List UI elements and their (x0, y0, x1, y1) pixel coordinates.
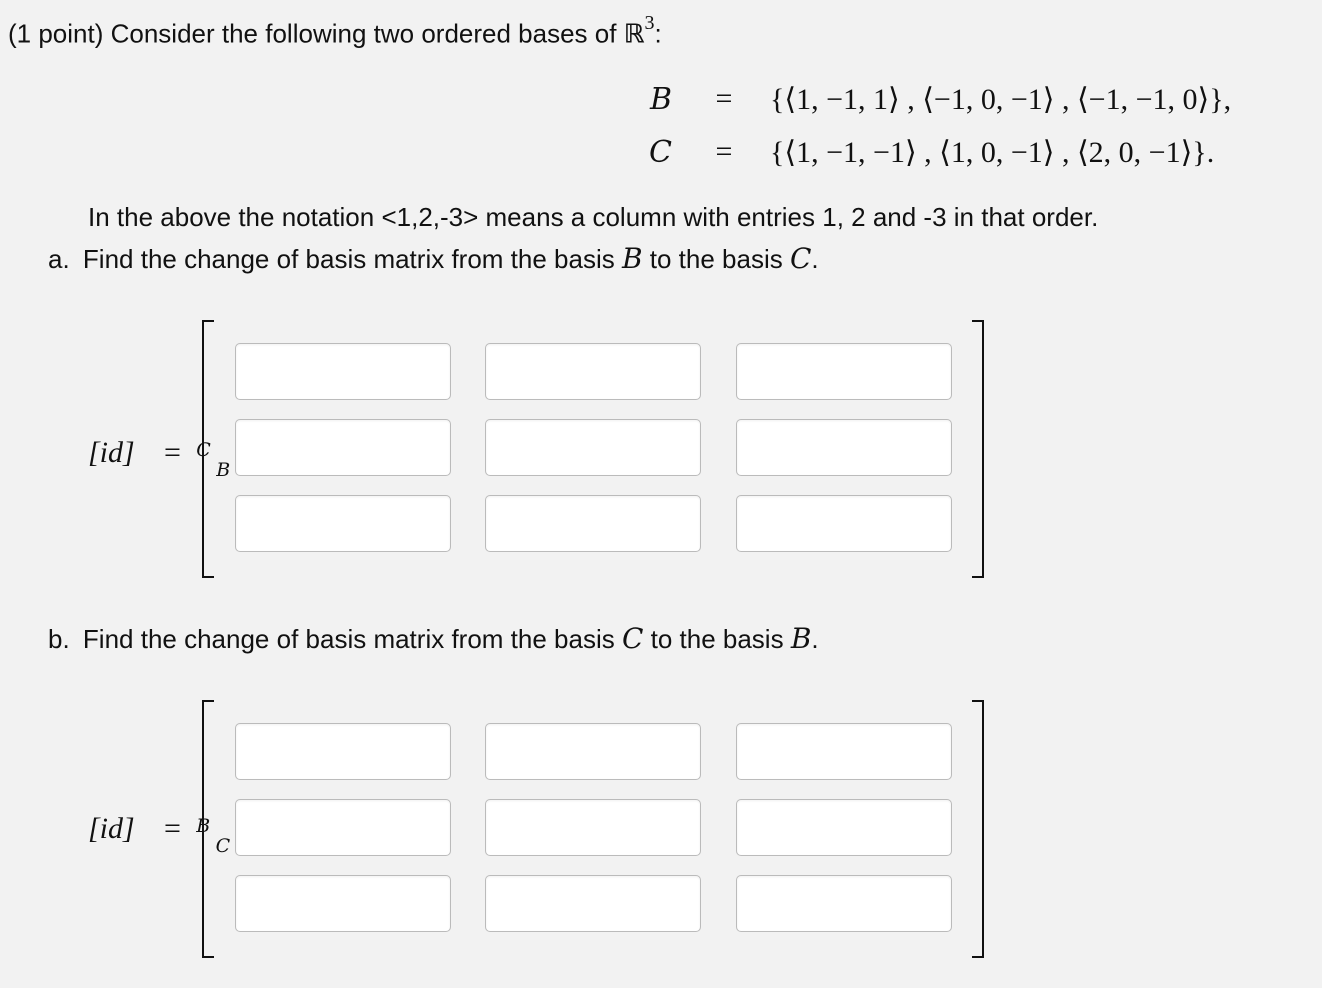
matrix-a-cell-2-2[interactable] (485, 419, 701, 476)
part-b-marker: b. (48, 624, 70, 654)
matrix-a-cell-2-3[interactable] (736, 419, 952, 476)
matrix-b-cell-3-3[interactable] (736, 875, 952, 932)
part-b-to-basis: B (790, 622, 812, 655)
matrix-a-cell-3-3[interactable] (736, 495, 952, 552)
matrix-b-cell-1-3[interactable] (736, 723, 952, 780)
matrix-a-label-main: [id] (88, 436, 135, 469)
basis-c-equals: = (715, 135, 733, 168)
matrix-b-cell-2-2[interactable] (485, 799, 701, 856)
basis-b-equals: = (715, 82, 733, 115)
matrix-a-cell-1-1[interactable] (235, 343, 451, 400)
matrix-a-label-sup: C (196, 439, 211, 461)
part-a-from-basis: B (621, 242, 643, 275)
header-text: (1 point) Consider the following two ordered bases of (8, 18, 624, 49)
matrix-a-cell-2-1[interactable] (235, 419, 451, 476)
matrix-b-label-main: [id] (88, 812, 135, 845)
part-b-prompt (48, 622, 819, 655)
matrix-b-cell-1-1[interactable] (235, 723, 451, 780)
dimension-exponent: 3 (644, 12, 655, 34)
real-numbers-symbol: ℝ (623, 19, 645, 50)
part-a-to-basis: C (789, 242, 812, 275)
basis-b-name: B (649, 82, 672, 117)
part-b-text: Find the change of basis matrix from the basis (82, 624, 622, 654)
matrix-a-label-sub: B (216, 459, 231, 481)
matrix-a-label-equals: = (164, 436, 181, 469)
part-a-text-middle: to the basis (642, 244, 790, 274)
matrix-a-label (88, 436, 231, 481)
matrix-a-cell-1-2[interactable] (485, 343, 701, 400)
matrix-b-right-bracket (972, 700, 984, 958)
matrix-b-label-sub: C (215, 835, 231, 857)
matrix-b-cell-2-3[interactable] (736, 799, 952, 856)
matrix-b-cell-1-2[interactable] (485, 723, 701, 780)
matrix-a-cell-3-1[interactable] (235, 495, 451, 552)
part-a-prompt (48, 242, 819, 275)
matrix-b-cell-3-2[interactable] (485, 875, 701, 932)
matrix-b-cell-2-1[interactable] (235, 799, 451, 856)
part-b-text-middle: to the basis (643, 624, 791, 654)
matrix-b-label-equals: = (164, 812, 181, 845)
basis-b-vectors: {⟨1, −1, 1⟩ , ⟨−1, 0, −1⟩ , ⟨−1, −1, 0⟩}, (770, 83, 1232, 116)
matrix-b-cell-3-1[interactable] (235, 875, 451, 932)
notation-note: In the above the notation <1,2,-3> means a column with entries 1, 2 and -3 in that order. (88, 202, 1099, 232)
matrix-a-left-bracket (202, 320, 214, 578)
basis-c-name: C (649, 135, 672, 170)
matrix-a-cell-3-2[interactable] (485, 495, 701, 552)
matrix-a-right-bracket (972, 320, 984, 578)
basis-c-vectors: {⟨1, −1, −1⟩ , ⟨1, 0, −1⟩ , ⟨2, 0, −1⟩}. (770, 136, 1215, 169)
problem-header (8, 12, 662, 50)
header-colon: : (654, 18, 662, 49)
part-a-text: Find the change of basis matrix from the basis (82, 244, 622, 274)
part-b-from-basis: C (621, 622, 644, 655)
part-a-text-end: . (811, 244, 819, 274)
matrix-b-label-sup: B (196, 815, 211, 837)
part-a-marker: a. (48, 244, 70, 274)
matrix-b-left-bracket (202, 700, 214, 958)
part-b-text-end: . (811, 624, 819, 654)
matrix-b-label (88, 812, 231, 857)
matrix-a-cell-1-3[interactable] (736, 343, 952, 400)
